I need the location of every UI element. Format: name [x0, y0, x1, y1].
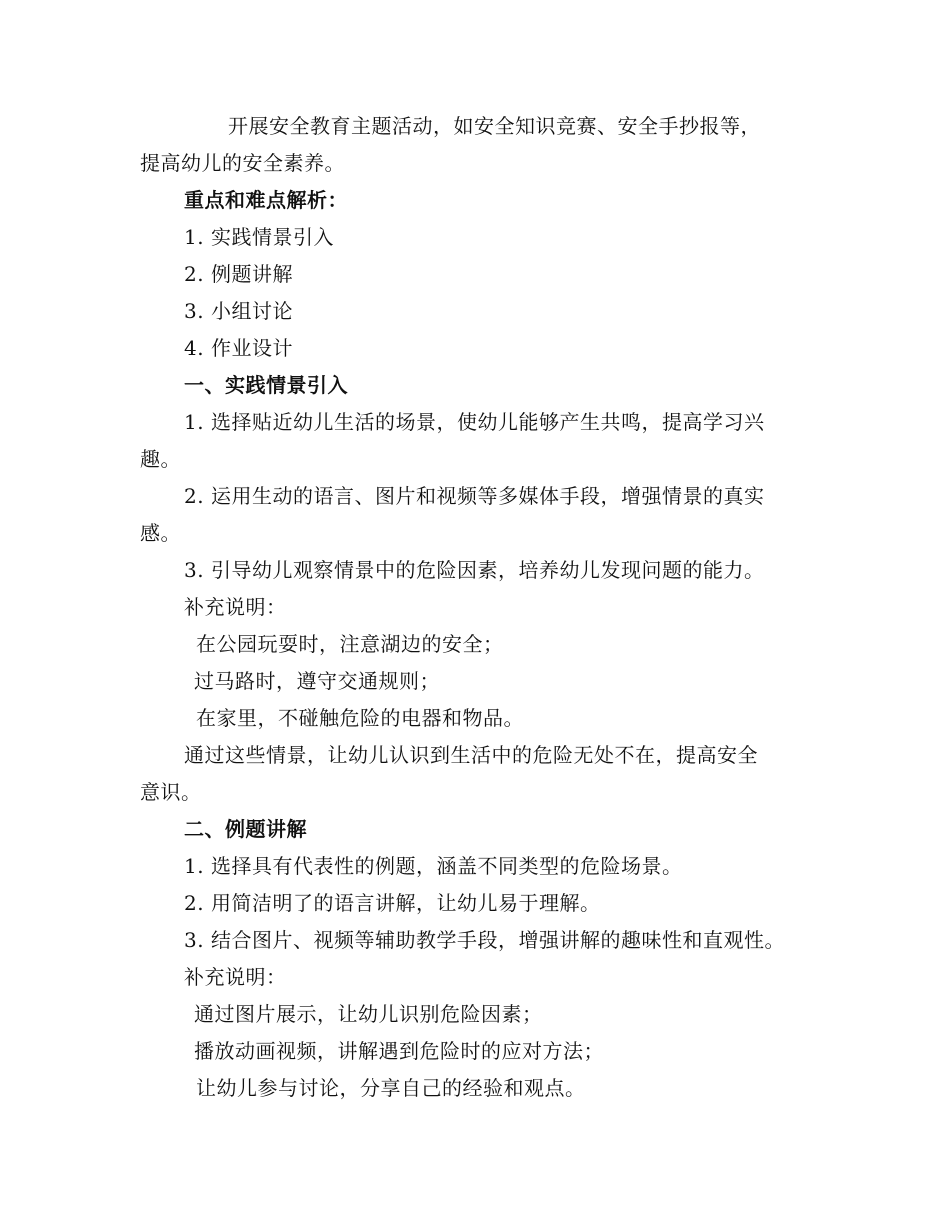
section-1-summary-line-2: 意识。	[140, 780, 202, 804]
key-point-item: 2. 例题讲解	[184, 262, 293, 286]
section-2-note: 播放动画视频，讲解遇到危险时的应对方法；	[194, 1039, 604, 1063]
section-2-note: 通过图片展示，让幼儿识别危险因素；	[194, 1002, 543, 1026]
section-1-item-3: 3. 引导幼儿观察情景中的危险因素，培养幼儿发现问题的能力。	[184, 558, 765, 582]
section-1-note: 在家里，不碰触危险的电器和物品。	[196, 706, 524, 730]
section-2-note-label: 补充说明：	[184, 965, 287, 989]
section-1-item-1-line-2: 趣。	[140, 447, 181, 471]
key-point-item: 4. 作业设计	[184, 336, 293, 360]
section-1-item-1-line-1: 1. 选择贴近幼儿生活的场景，使幼儿能够产生共鸣，提高学习兴	[184, 410, 765, 434]
intro-line-1: 开展安全教育主题活动，如安全知识竞赛、安全手抄报等，	[228, 114, 761, 138]
section-2-item: 3. 结合图片、视频等辅助教学手段，增强讲解的趣味性和直观性。	[184, 928, 785, 952]
section-1-note: 在公园玩耍时，注意湖边的安全；	[196, 632, 504, 656]
section-1-summary-line-1: 通过这些情景，让幼儿认识到生活中的危险无处不在，提高安全	[184, 743, 758, 767]
intro-line-2: 提高幼儿的安全素养。	[140, 151, 345, 175]
section-1-note: 过马路时，遵守交通规则；	[194, 669, 440, 693]
section-2-note: 让幼儿参与讨论，分享自己的经验和观点。	[196, 1076, 586, 1100]
key-point-item: 1. 实践情景引入	[184, 225, 334, 249]
key-point-item: 3. 小组讨论	[184, 299, 293, 323]
section-2-heading: 二、例题讲解	[184, 817, 307, 841]
key-points-heading: 重点和难点解析：	[184, 188, 348, 212]
section-1-item-2-line-1: 2. 运用生动的语言、图片和视频等多媒体手段，增强情景的真实	[184, 484, 765, 508]
section-2-item: 2. 用简洁明了的语言讲解，让幼儿易于理解。	[184, 891, 601, 915]
section-2-item: 1. 选择具有代表性的例题，涵盖不同类型的危险场景。	[184, 854, 683, 878]
section-1-note-label: 补充说明：	[184, 595, 287, 619]
section-1-item-2-line-2: 感。	[140, 521, 181, 545]
section-1-heading: 一、实践情景引入	[184, 373, 348, 397]
